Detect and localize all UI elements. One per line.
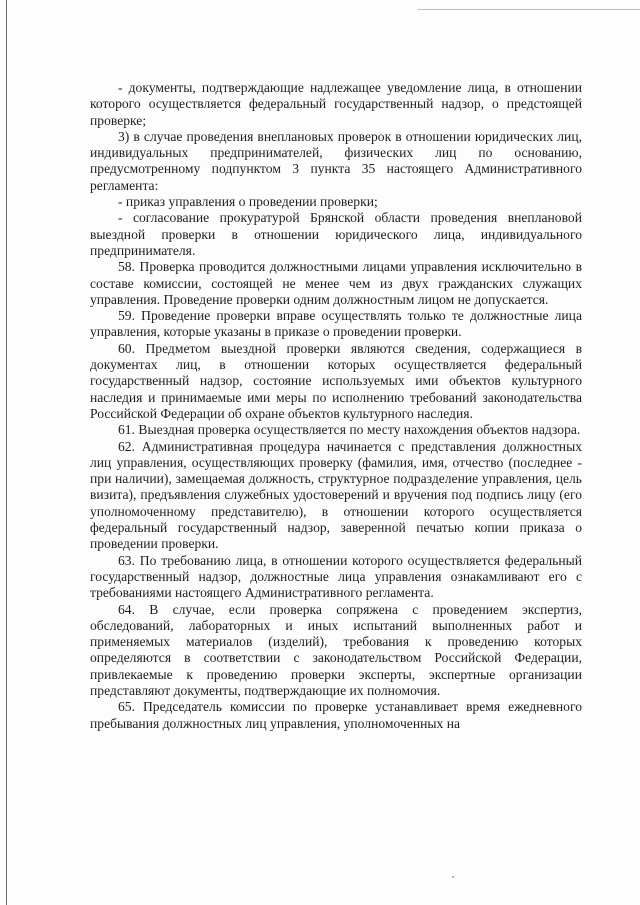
paragraph-notice-documents: - документы, подтверждающие надлежащее уведомление лица, в отношении которого осуществляется федеральный государственный надзор, о предстоящей проверке; (90, 80, 582, 128)
paragraph-58: 58. Проверка проводится должностными лицами управления исключительно в составе комиссии, состоящей не менее чем из двух гражданских служащих управления. Проведение проверки одним должностным лицом не допускается. (90, 259, 582, 307)
paragraph-63: 63. По требованию лица, в отношении которого осуществляется федеральный государственный надзор, должностные лица управления ознакамливают его с требованиями настоящего Административного регламента. (90, 552, 582, 601)
paragraph-item-3: 3) в случае проведения внеплановых проверок в отношении юридических лиц, индивидуальных предпринимателей, физических лиц по основанию, предусмотренному подпунктом 3 пункта 35 настоящего Административного регламента: (90, 128, 582, 193)
page-top-edge (418, 9, 640, 10)
paragraph-64: 64. В случае, если проверка сопряжена с проведением экспертиз, обследований, лабораторных и иных испытаний выполненных работ и применяемых материалов (изделий), требования к проведению которых определяются в соответствии с законодательством Российской Федерации, привлекаемые к проведению проверки эксперты, экспертные организации представляют документы, подтверждающие их полномочия. (90, 601, 582, 698)
paragraph-60: 60. Предметом выездной проверки являются сведения, содержащиеся в документах лиц, в отношении которых осуществляется федеральный государственный надзор, состояние используемых ими объектов культурного наследия и принимаемые ими меры по исполнению требований законодательства Российской Федерации об охране объектов культурного наследия. (90, 340, 582, 421)
paragraph-order: - приказ управления о проведении проверки; (118, 194, 378, 210)
scan-speck (452, 876, 454, 878)
document-body (90, 80, 582, 732)
paragraph-61: 61. Выездная проверка осуществляется по месту нахождения объектов надзора. (118, 422, 581, 438)
paragraph-prosecutor-approval: - согласование прокуратурой Брянской области проведения внеплановой выездной проверки в отношении юридического лица, индивидуального предпринимателя. (90, 210, 582, 258)
page-left-edge (6, 0, 7, 905)
paragraph-59: 59. Проведение проверки вправе осуществлять только те должностные лица управления, которые указаны в приказе о проведении проверки. (90, 308, 582, 340)
paragraph-62: 62. Административная процедура начинается с представления должностных лиц управления, осуществляющих проверку (фамилия, имя, отчество (последнее - при наличии), замещаемая должность, структурное подразделение управления, цель визита), предъявления служебных удостоверений и вручения под подпись лицу (его уполномоченному представителю), в отношении которого осуществляется федеральный государственный надзор, заверенной печатью копии приказа о проведении проверки. (90, 438, 582, 552)
paragraph-65: 65. Председатель комиссии по проверке устанавливает время ежедневного пребывания должностных лиц управления, уполномоченных на (90, 699, 582, 731)
